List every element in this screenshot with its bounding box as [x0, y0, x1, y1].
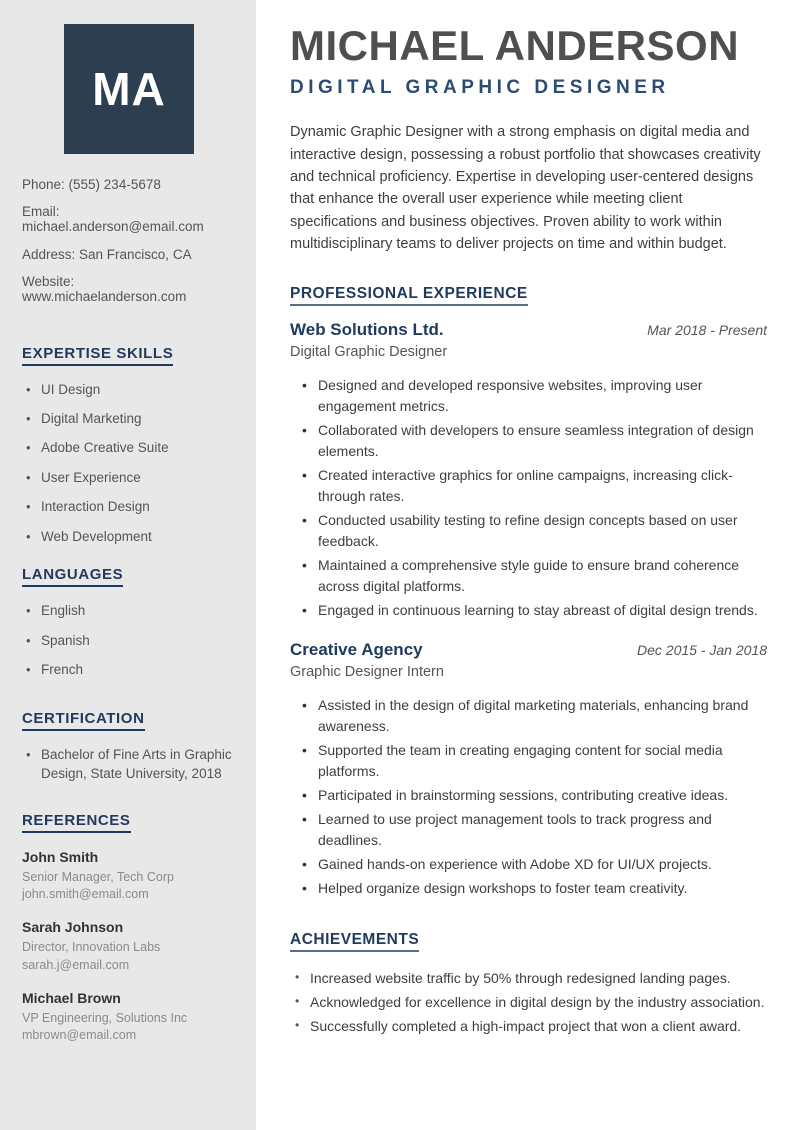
certification-heading: [22, 706, 236, 731]
experience-heading: [290, 277, 767, 306]
reference-name: Michael Brown: [22, 989, 121, 1006]
reference-entry: [22, 919, 236, 974]
languages-heading-label: LANGUAGES: [22, 566, 123, 587]
language-item: • English: [26, 602, 236, 621]
skills-heading-label: EXPERTISE SKILLS: [22, 345, 173, 366]
achievements-list: [294, 968, 767, 1037]
job-bullet-list: [300, 375, 767, 621]
reference-name: Sarah Johnson: [22, 919, 124, 936]
certification-item: • Bachelor of Fine Arts in Graphic Design, State University, 2018: [26, 746, 236, 784]
job-bullet: • Designed and developed responsive websites, improving user engagement metrics.: [300, 375, 767, 417]
experience-entry: [290, 320, 767, 621]
job-bullet: • Gained hands-on experience with Adobe XD for UI/UX projects.: [300, 854, 767, 875]
language-item: • French: [26, 661, 236, 680]
job-bullet: • Conducted usability testing to refine design concepts based on user feedback.: [300, 510, 767, 552]
achievements-heading-label: ACHIEVEMENTS: [290, 931, 419, 952]
candidate-title: DIGITAL GRAPHIC DESIGNER: [290, 77, 670, 99]
job-bullet: • Created interactive graphics for online campaigns, increasing click-through rates.: [300, 465, 767, 507]
skill-item: • Digital Marketing: [26, 410, 236, 429]
achievement-item: • Increased website traffic by 50% through redesigned landing pages.: [294, 968, 767, 989]
candidate-name: MICHAEL ANDERSON: [290, 22, 740, 69]
reference-role: Senior Manager, Tech Corp: [22, 869, 174, 884]
reference-name: John Smith: [22, 848, 99, 865]
contact-phone: Phone: (555) 234-5678: [22, 177, 161, 192]
certification-heading-label: CERTIFICATION: [22, 710, 145, 731]
languages-list: [26, 602, 236, 680]
reference-entry: [22, 849, 236, 904]
company-name: Creative Agency: [290, 639, 423, 659]
avatar: [64, 24, 194, 154]
reference-role: VP Engineering, Solutions Inc: [22, 1010, 188, 1025]
skill-item: • Web Development: [26, 528, 236, 547]
job-bullet: • Maintained a comprehensive style guide to ensure brand coherence across digital platforms.: [300, 555, 767, 597]
skill-item: • Adobe Creative Suite: [26, 439, 236, 458]
reference-role: Director, Innovation Labs: [22, 940, 161, 955]
skill-item: • Interaction Design: [26, 498, 236, 517]
job-bullet: • Engaged in continuous learning to stay abreast of digital design trends.: [300, 600, 767, 621]
experience-entry: [290, 640, 767, 899]
reference-email: mbrown@email.com: [22, 1028, 137, 1043]
achievement-item: • Acknowledged for excellence in digital design by the industry association.: [294, 992, 767, 1013]
reference-email: sarah.j@email.com: [22, 957, 130, 972]
job-bullet: • Supported the team in creating engaging content for social media platforms.: [300, 740, 767, 782]
job-bullet: • Collaborated with developers to ensure seamless integration of design elements.: [300, 420, 767, 462]
job-bullet: • Helped organize design workshops to foster team creativity.: [300, 878, 767, 899]
main-content: [256, 0, 800, 1130]
job-header: [290, 640, 767, 660]
skill-item: • User Experience: [26, 469, 236, 488]
references-heading-label: REFERENCES: [22, 812, 131, 833]
job-header: [290, 320, 767, 340]
achievements-heading: [290, 923, 767, 952]
job-bullet: • Learned to use project management tools to track progress and deadlines.: [300, 809, 767, 851]
job-role: Graphic Designer Intern: [290, 663, 444, 680]
contact-email: Email: michael.anderson@email.com: [22, 204, 204, 235]
contact-website: Website: www.michaelanderson.com: [22, 273, 187, 304]
job-dates: Mar 2018 - Present: [647, 321, 767, 338]
skill-item: • UI Design: [26, 381, 236, 400]
reference-entry: [22, 990, 236, 1045]
language-item: • Spanish: [26, 632, 236, 651]
experience-heading-label: PROFESSIONAL EXPERIENCE: [290, 285, 528, 306]
skills-list: [26, 381, 236, 547]
job-dates: Dec 2015 - Jan 2018: [637, 641, 767, 658]
contact-address: Address: San Francisco, CA: [22, 246, 192, 262]
skills-heading: [22, 341, 236, 366]
sidebar: [0, 0, 256, 1130]
summary-paragraph: Dynamic Graphic Designer with a strong emphasis on digital media and interactive design, possessing a robust portfolio that showcases creativity and technical proficiency. Expertise in developing user-centered designs that enhance the overall user experience while meeting client specifications and business objectives. Proven ability to work within multidisciplinary teams to deliver projects on time and within budget.: [290, 124, 761, 253]
job-bullet-list: [300, 695, 767, 899]
company-name: Web Solutions Ltd.: [290, 319, 444, 339]
job-bullet: • Assisted in the design of digital marketing materials, enhancing brand awareness.: [300, 695, 767, 737]
contact-info: [22, 178, 236, 305]
reference-email: john.smith@email.com: [22, 887, 149, 902]
languages-heading: [22, 562, 236, 587]
job-role: Digital Graphic Designer: [290, 343, 448, 360]
certification-list: [26, 746, 236, 784]
achievement-item: • Successfully completed a high-impact project that won a client award.: [294, 1016, 767, 1037]
job-bullet: • Participated in brainstorming sessions, contributing creative ideas.: [300, 785, 767, 806]
references-heading: [22, 808, 236, 833]
avatar-initials: MA: [92, 63, 166, 115]
